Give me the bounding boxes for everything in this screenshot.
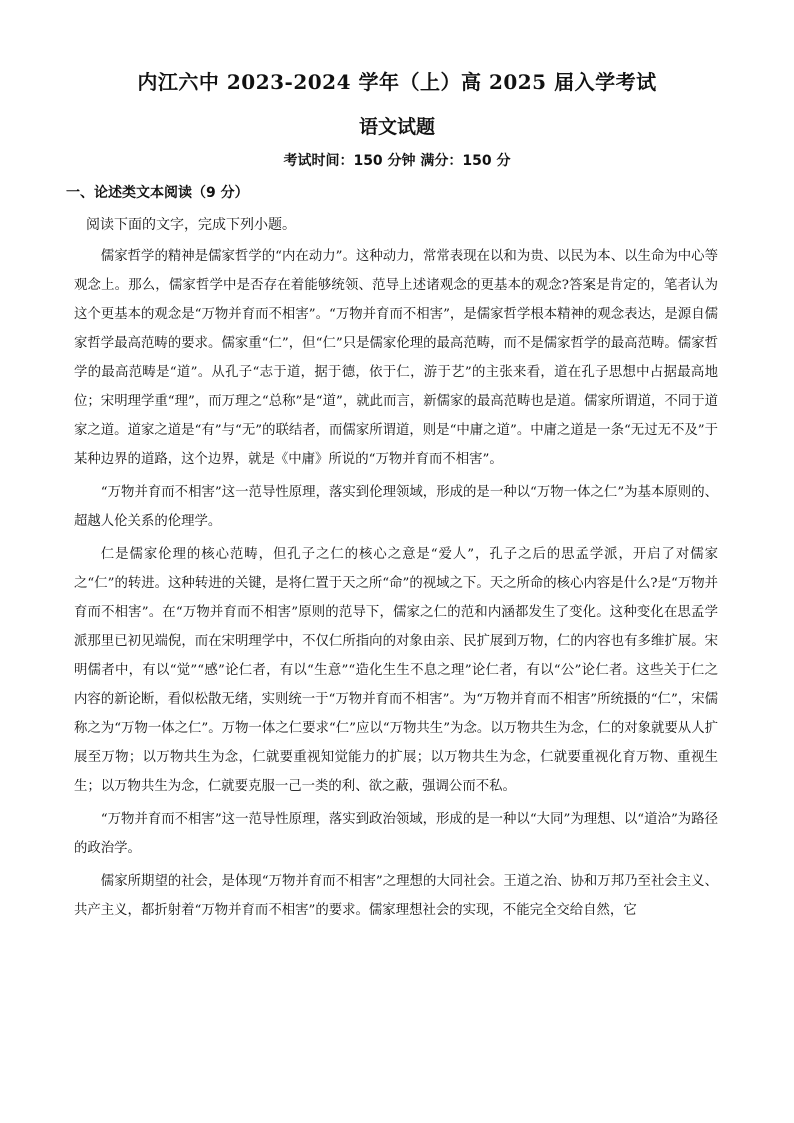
passage-paragraph: “万物并育而不相害”这一范导性原理，落实到伦理领域，形成的是一种以“万物一体之仁”为基本原则的、超越人伦关系的伦理学。 xyxy=(74,485,718,529)
reading-passage xyxy=(74,242,718,929)
section-heading: 一、论述类文本阅读（9 分） xyxy=(66,185,249,201)
passage-paragraph: 仁是儒家伦理的核心范畴，但孔子之仁的核心之意是“爱人”，孔子之后的思孟学派，开启了对儒家之“仁”的转进。这种转进的关键，是将仁置于天之所“命”的视域之下。天之所命的核心内容是什么?是“万物并育而不相害”。在“万物并育而不相害”原则的范导下，儒家之仁的范和内涵都发生了变化。这种变化在思孟学派那里已初见端倪，而在宋明理学中，不仅仁所指向的对象由亲、民扩展到万物，仁的内容也有多维扩展。宋明儒者中，有以“觉”“感”论仁者，有以“生意”“造化生生不息之理”论仁者，有以“公”论仁者。这些关于仁之内容的新论断，看似松散无绪，实则统一于“万物并育而不相害”。为“万物并育而不相害”所统摄的“仁”，宋儒称之为“万物一体之仁”。万物一体之仁要求“仁”应以“万物共生”为念。以万物共生为念，仁的对象就要从人扩展至万物；以万物共生为念，仁就要重视知觉能力的扩展；以万物共生为念，仁就要重视化育万物、重视生生；以万物共生为念，仁就要克服一己一类的利、欲之蔽，强调公而不私。 xyxy=(74,547,718,794)
exam-subtitle: 语文试题 xyxy=(358,116,435,138)
passage-paragraph: 儒家所期望的社会，是体现“万物并育而不相害”之理想的大同社会。王道之治、协和万邦乃至社会主义、共产主义，都折射着“万物并育而不相害”的要求。儒家理想社会的实现，不能完全交给自然，它 xyxy=(74,874,718,918)
exam-title: 内江六中 2023-2024 学年（上）高 2025 届入学考试 xyxy=(137,70,657,94)
passage-paragraph: “万物并育而不相害”这一范导性原理，落实到政治领域，形成的是一种以“大同”为理想、以“道洽”为路径的政治学。 xyxy=(74,812,718,856)
exam-meta: 考试时间：150 分钟 满分：150 分 xyxy=(283,153,511,169)
section-instruction: 阅读下面的文字，完成下列小题。 xyxy=(86,217,296,233)
passage-paragraph: 儒家哲学的精神是儒家哲学的“内在动力”。这种动力，常常表现在以和为贵、以民为本、以生命为中心等观念上。那么，儒家哲学中是否存在着能够统领、范导上述诸观念的更基本的观念?答案是肯定的，笔者认为这个更基本的观念是“万物并育而不相害”。“万物并育而不相害”，是儒家哲学根本精神的观念表达，是源自儒家哲学最高范畴的要求。儒家重“仁”，但“仁”只是儒家伦理的最高范畴，而不是儒家哲学的最高范畴。儒家哲学的最高范畴是“道”。从孔子“志于道，据于德，依于仁，游于艺”的主张来看，道在孔子思想中占据最高地位；宋明理学重“理”，而万理之“总称”是“道”，就此而言，新儒家的最高范畴也是道。儒家所谓道，不同于道家之道。道家之道是“有”与“无”的联结者，而儒家所谓道，则是“中庸之道”。中庸之道是一条“无过无不及”于某种边界的道路，这个边界，就是《中庸》所说的“万物并育而不相害”。 xyxy=(74,249,718,467)
